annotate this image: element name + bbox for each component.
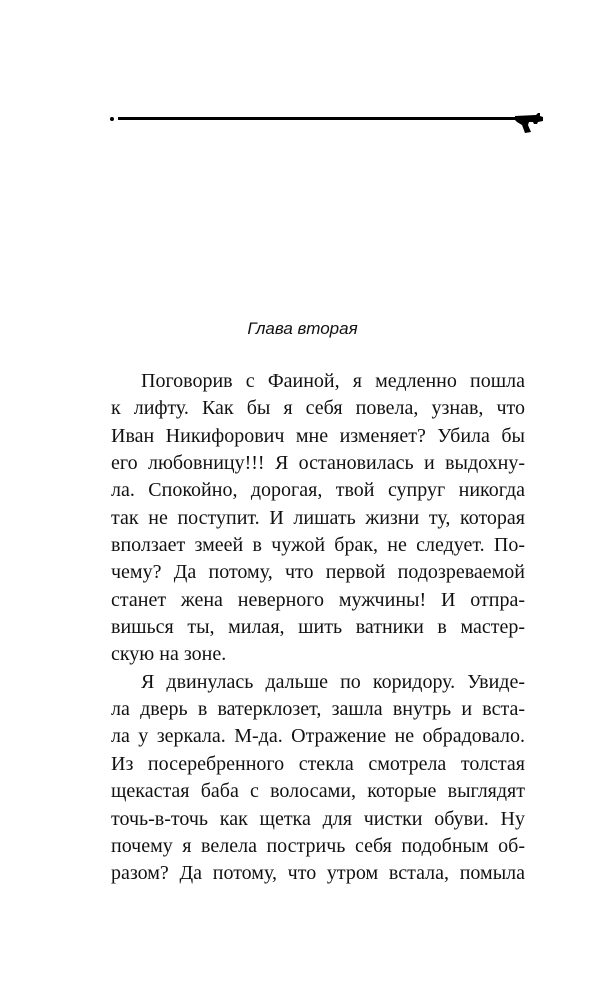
text-line: Поговорив с Фаиной, я медленно пошла — [141, 370, 525, 392]
header-rule — [110, 114, 522, 124]
paragraph-2 — [111, 669, 525, 888]
text-line: вишься ты, милая, шить ватники в мастер- — [111, 616, 525, 639]
text-line: чему? Да потому, что первой подозреваемой — [111, 561, 525, 584]
text-line: щекастая баба с волосами, которые выглядят — [111, 780, 525, 803]
body-text — [111, 368, 525, 888]
text-line: Иван Никифорович мне изменяет? Убила бы — [111, 424, 525, 447]
paragraph-1 — [111, 368, 525, 669]
text-line: разом? Да потому, что утром встала, помыла — [111, 862, 525, 885]
pistol-icon — [514, 112, 544, 134]
text-line: почему я велела постричь себя подобным об- — [111, 834, 525, 857]
text-line: скую на зоне. — [111, 643, 227, 666]
rule-line — [118, 117, 518, 120]
text-line: Я двинулась дальше по коридору. Увиде- — [141, 670, 525, 693]
text-line: ла. Спокойно, дорогая, твой супруг никогда — [111, 479, 525, 502]
text-line: станет жена неверного мужчины! И отпра- — [111, 588, 525, 611]
text-line: точь-в-точь как щетка для чистки обуви. Ну — [111, 807, 525, 830]
text-line: вползает змеей в чужой брак, не следует. По- — [111, 534, 525, 557]
chapter-title: Глава вторая — [247, 319, 358, 338]
rule-dot — [110, 117, 114, 121]
text-line: ла дверь в ватерклозет, зашла внутрь и вста- — [111, 698, 525, 721]
text-line: ла у зеркала. М-да. Отражение не обрадовало. — [111, 725, 525, 748]
text-line: к лифту. Как бы я себя повела, узнав, что — [111, 397, 525, 420]
text-line: так не поступит. И лишать жизни ту, которая — [111, 506, 525, 529]
text-line: его любовницу!!! Я остановилась и выдохну- — [111, 452, 525, 475]
text-line: Из посеребренного стекла смотрела толстая — [111, 752, 525, 775]
